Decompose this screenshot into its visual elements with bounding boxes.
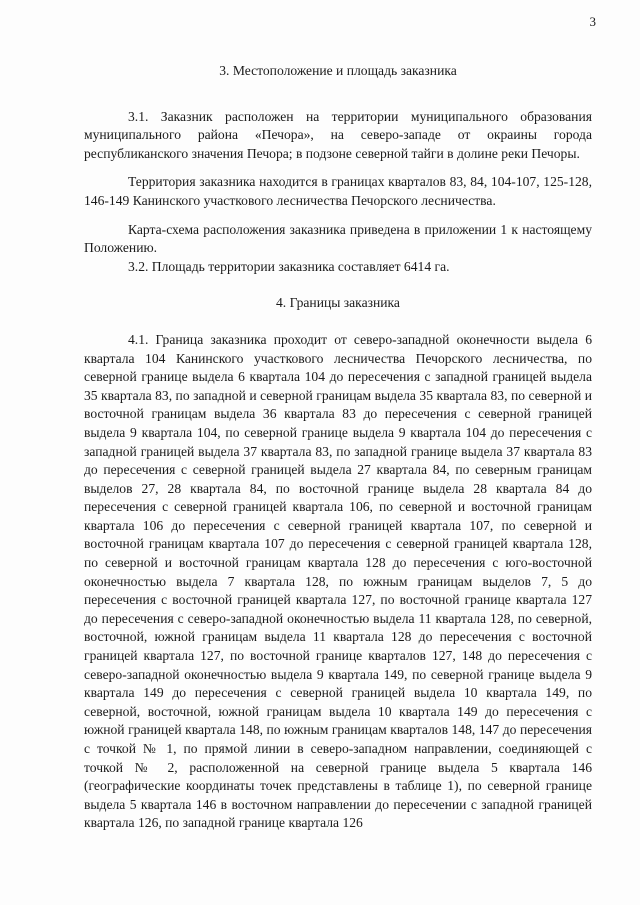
section-3-paragraph-4: 3.2. Площадь территории заказника составляет 6414 га. <box>128 258 450 274</box>
page-number: 3 <box>589 14 596 29</box>
section-4-heading: 4. Границы заказника <box>276 295 400 311</box>
section-3-paragraph-2: Территория заказника находится в границах кварталов 83, 84, 104-107, 125-128, 146-149 Канинского участкового лесничества Печорского лесничества. <box>84 174 592 208</box>
section-4-paragraph-1: 4.1. Граница заказника проходит от северо-западной оконечности выдела 6 квартала 104 Канинского участкового лесничества Печорского лесничества, по северной границе выдела 6 квартала 104 до пересечения с западной границей выдела 35 квартала 83, по западной и северной границам выдела 35 квартала 83, по северной и восточной границам выдела 36 квартала 83 до пересечения с северной границей выдела 9 квартала 104, по северной границе выдела 9 квартала 104 до пересечения с западной границей выдела 37 квартала 83, по западной границе выдела 37 квартала 83 до пересечения с северной границей выдела 27 квартала 84, по северным границам выделов 27, 28 квартала 84, по восточной границе выдела 28 квартала 84 до пересечения с северной границей квартала 106, по северной и восточной границам квартала 106 до пересечения с северной границей квартала 107, по северной и восточной границам квартала 107 до пересечения с северной границей квартала 128, по северной и восточной границам квартала 128 до пересечения с юго-восточной оконечностью выдела 7 квартала 128, по южным границам выделов 7, 5 до пересечения с восточной границей квартала 127, по восточной границе квартала 127 до пересечения с северо-западной оконечностью выдела 11 квартала 128, по северной, восточной, южной границам выдела 11 квартала 128 до пересечения с восточной границей квартала 127, по восточной границе кварталов 127, 148 до пересечения с северо-западной оконечностью выдела 9 квартала 149, по северной границе выдела 9 квартала 149 до пересечения с северной границей выдела 10 квартала 149, по северной, восточной, южной границам выдела 10 квартала 149 до пересечения с южной границей квартала 148, по южным границам кварталов 148, 147 до пересечения с точкой № 1, по прямой линии в северо-западном направлении, соединяющей с точкой № 2, расположенной на северной границе выдела 5 квартала 146 (географические координаты точек представлены в таблице 1), по северной границе выдела 5 квартала 146 в восточном направлении до пересечении с западной границей квартала 126, по западной границе квартала 126 <box>84 331 592 831</box>
section-3-heading: 3. Местоположение и площадь заказника <box>219 63 457 78</box>
document-body <box>84 62 592 833</box>
section-3-paragraph-3: Карта-схема расположения заказника приведена в приложении 1 к настоящему Положению. <box>84 221 592 256</box>
section-3-paragraph-1: 3.1. Заказник расположен на территории муниципального образования муниципального района «Печора», на северо-западе от окраины города республиканского значения Печора; в подзоне северной тайги в долине реки Печоры. <box>84 108 592 161</box>
